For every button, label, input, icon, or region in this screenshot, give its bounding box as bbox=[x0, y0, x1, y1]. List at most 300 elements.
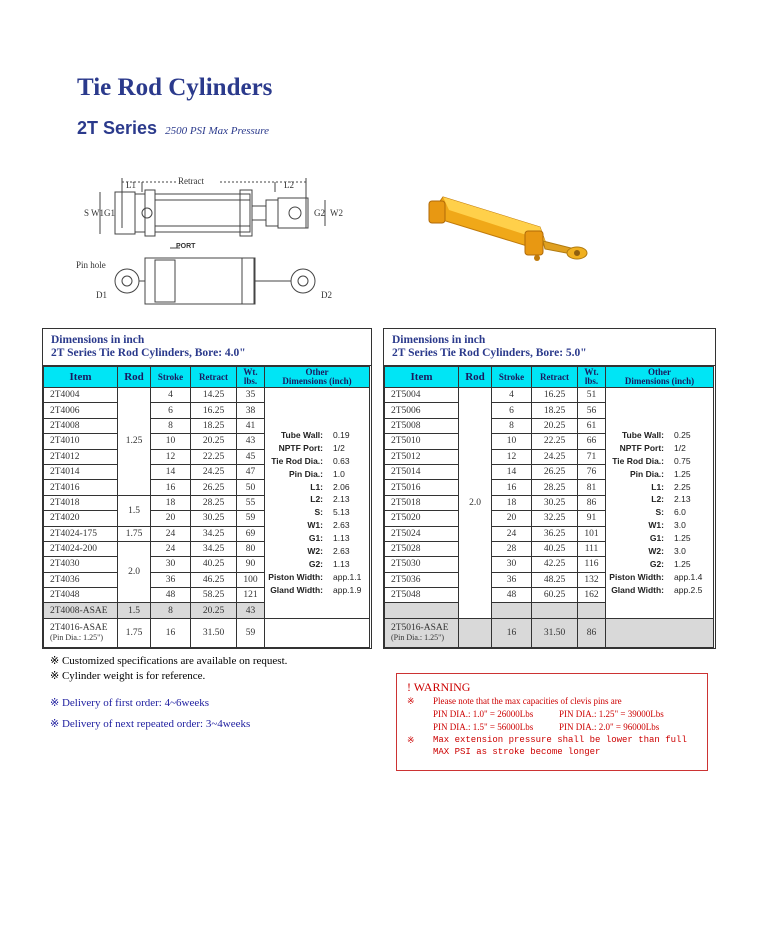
other-dimension-row bbox=[606, 429, 713, 442]
col-stroke: Stroke bbox=[492, 367, 532, 388]
weight-cell: 59 bbox=[237, 511, 265, 526]
retract-cell: 24.25 bbox=[191, 464, 237, 479]
stroke-cell: 6 bbox=[151, 403, 191, 418]
stroke-cell: 48 bbox=[151, 588, 191, 603]
other-dimension-value: 2.63 bbox=[333, 520, 350, 531]
item-pin-note: (Pin Dia.: 1.25") bbox=[50, 633, 104, 643]
weight-cell: 69 bbox=[237, 526, 265, 541]
item-cell bbox=[385, 557, 459, 572]
retract-cell: 20.25 bbox=[191, 603, 237, 618]
weight-cell: 91 bbox=[578, 511, 606, 526]
item-cell bbox=[385, 618, 459, 647]
warning-line-2: Max extension pressure shall be lower than full bbox=[433, 735, 687, 745]
weight-cell: 38 bbox=[237, 403, 265, 418]
retract-cell: 31.50 bbox=[532, 618, 578, 647]
weight-cell: 55 bbox=[237, 495, 265, 510]
weight-cell: 45 bbox=[237, 449, 265, 464]
col-item: Item bbox=[44, 367, 118, 388]
other-dimension-value: 5.13 bbox=[333, 507, 350, 518]
other-dimension-row bbox=[606, 558, 713, 571]
weight-cell: 162 bbox=[578, 588, 606, 603]
other-dimension-row bbox=[265, 506, 369, 519]
warning-pin-3: PIN DIA.: 1.5" = 56000Lbs bbox=[433, 722, 534, 732]
item-code: 2T4036 bbox=[50, 574, 80, 585]
other-dimension-value: 3.0 bbox=[674, 520, 686, 531]
retract-cell: 28.25 bbox=[191, 495, 237, 510]
other-dimension-key: W1: bbox=[648, 520, 664, 531]
item-code: 2T4010 bbox=[50, 436, 80, 447]
retract-label: Retract bbox=[178, 176, 204, 186]
other-dimension-key: W1: bbox=[307, 520, 323, 531]
other-dimension-row bbox=[606, 468, 713, 481]
other-dimension-value: 1.0 bbox=[333, 468, 345, 479]
item-cell bbox=[44, 618, 118, 647]
item-code: 2T4008 bbox=[50, 420, 80, 431]
other-dimension-value: 1/2 bbox=[674, 442, 686, 453]
series-subtitle: 2500 PSI Max Pressure bbox=[165, 125, 270, 137]
cylinder-product-photo bbox=[425, 183, 595, 268]
item-code: 2T5030 bbox=[391, 559, 421, 570]
item-cell bbox=[385, 388, 459, 403]
item-cell bbox=[44, 449, 118, 464]
weight-cell: 111 bbox=[578, 541, 606, 556]
stroke-cell: 16 bbox=[151, 480, 191, 495]
other-dimension-row bbox=[265, 429, 369, 442]
item-cell bbox=[44, 418, 118, 433]
item-code: 2T5004 bbox=[391, 390, 421, 401]
other-dimension-value: 2.25 bbox=[674, 481, 691, 492]
item-cell bbox=[44, 588, 118, 603]
retract-cell: 36.25 bbox=[532, 526, 578, 541]
rod-cell: 1.75 bbox=[118, 526, 151, 541]
note-weight: ※ Cylinder weight is for reference. bbox=[50, 670, 206, 682]
stroke-cell: 14 bbox=[492, 464, 532, 479]
item-cell bbox=[385, 403, 459, 418]
item-cell bbox=[385, 541, 459, 556]
warning-line-3: MAX PSI as stroke become longer bbox=[433, 747, 601, 757]
other-dimension-value: 2.13 bbox=[674, 494, 691, 505]
retract-cell: 16.25 bbox=[532, 388, 578, 403]
other-dimension-key: G2: bbox=[649, 558, 664, 569]
other-dimension-row bbox=[606, 442, 713, 455]
item-code: 2T4004 bbox=[50, 390, 80, 401]
weight-cell: 66 bbox=[578, 434, 606, 449]
stroke-cell: 8 bbox=[151, 603, 191, 618]
other-dimension-key: G1: bbox=[308, 533, 323, 544]
retract-cell: 31.50 bbox=[191, 618, 237, 647]
stroke-cell: 12 bbox=[492, 449, 532, 464]
item-code: 2T5014 bbox=[391, 467, 421, 478]
weight-cell: 71 bbox=[578, 449, 606, 464]
table-header-row bbox=[385, 367, 714, 388]
other-dimension-key: W2: bbox=[648, 546, 664, 557]
retract-cell: 34.25 bbox=[191, 526, 237, 541]
item-code: 2T5016 bbox=[391, 482, 421, 493]
l2-label: L2 bbox=[284, 180, 294, 190]
stroke-cell: 18 bbox=[151, 495, 191, 510]
stroke-cell: 18 bbox=[492, 495, 532, 510]
item-cell bbox=[44, 403, 118, 418]
col-other: Other Dimensions (inch) bbox=[606, 367, 714, 388]
other-dimension-key: S: bbox=[314, 507, 323, 518]
item-cell bbox=[385, 464, 459, 479]
other-dimensions-cell bbox=[265, 388, 370, 619]
stroke-cell: 24 bbox=[151, 526, 191, 541]
bore-4-table bbox=[43, 366, 370, 648]
retract-cell: 22.25 bbox=[191, 449, 237, 464]
stroke-cell: 6 bbox=[492, 403, 532, 418]
item-code: 2T5024 bbox=[391, 528, 421, 539]
other-dimension-row bbox=[606, 455, 713, 468]
item-code: 2T5028 bbox=[391, 544, 421, 555]
bore-4-table-body bbox=[44, 388, 370, 648]
weight-cell: 47 bbox=[237, 464, 265, 479]
item-code: 2T5020 bbox=[391, 513, 421, 524]
other-dimension-value: 2.13 bbox=[333, 494, 350, 505]
s-label: S bbox=[84, 208, 90, 218]
item-code: 2T5048 bbox=[391, 590, 421, 601]
bore-5-table-panel bbox=[383, 328, 716, 649]
item-cell bbox=[44, 434, 118, 449]
item-code: 2T4008-ASAE bbox=[50, 605, 108, 616]
item-code: 2T4024-175 bbox=[50, 528, 97, 539]
pin-hole-label: Pin hole bbox=[76, 260, 106, 270]
other-dimensions-cell bbox=[606, 388, 714, 619]
other-dimension-row bbox=[265, 532, 369, 545]
weight-cell: 50 bbox=[237, 480, 265, 495]
retract-cell: 26.25 bbox=[191, 480, 237, 495]
rod-cell: 1.5 bbox=[118, 603, 151, 618]
item-cell bbox=[44, 526, 118, 541]
item-cell bbox=[385, 495, 459, 510]
note-first-delivery: ※ Delivery of first order: 4~6weeks bbox=[50, 697, 210, 709]
retract-cell bbox=[532, 603, 578, 618]
col-stroke: Stroke bbox=[151, 367, 191, 388]
rod-cell: 1.25 bbox=[118, 388, 151, 496]
item-code: 2T4030 bbox=[50, 559, 80, 570]
stroke-cell: 10 bbox=[492, 434, 532, 449]
other-dimension-row bbox=[606, 481, 713, 494]
bore-5-table bbox=[384, 366, 714, 648]
retract-cell: 60.25 bbox=[532, 588, 578, 603]
weight-cell: 86 bbox=[578, 495, 606, 510]
stroke-cell: 8 bbox=[492, 418, 532, 433]
item-cell bbox=[385, 603, 459, 618]
item-cell bbox=[44, 388, 118, 403]
col-other: Other Dimensions (inch) bbox=[265, 367, 370, 388]
other-dimension-row bbox=[606, 493, 713, 506]
weight-cell: 101 bbox=[578, 526, 606, 541]
other-dimension-row bbox=[265, 455, 369, 468]
warning-mark-2: ※ bbox=[407, 735, 415, 745]
other-dimension-key: L2: bbox=[651, 494, 664, 505]
item-code: 2T5008 bbox=[391, 420, 421, 431]
other-dimension-row bbox=[265, 571, 369, 584]
weight-cell: 51 bbox=[578, 388, 606, 403]
bore-5-table-body bbox=[385, 388, 714, 648]
other-dimension-key: G2: bbox=[308, 558, 323, 569]
other-dimension-row bbox=[606, 532, 713, 545]
other-dimension-key: NPTF Port: bbox=[278, 442, 323, 453]
l1-label: L1 bbox=[126, 180, 136, 190]
warning-pin-2: PIN DIA.: 1.25" = 39000Lbs bbox=[559, 709, 664, 719]
rod-cell: 1.75 bbox=[118, 618, 151, 647]
item-cell bbox=[44, 511, 118, 526]
weight-cell: 121 bbox=[237, 588, 265, 603]
other-dimension-key: L1: bbox=[310, 481, 323, 492]
other-dimension-value: 6.0 bbox=[674, 507, 686, 518]
stroke-cell: 8 bbox=[151, 418, 191, 433]
retract-cell: 30.25 bbox=[532, 495, 578, 510]
table-header-row bbox=[44, 367, 370, 388]
weight-cell: 90 bbox=[237, 557, 265, 572]
warning-pin-4: PIN DIA.: 2.0" = 96000Lbs bbox=[559, 722, 660, 732]
weight-cell: 43 bbox=[237, 434, 265, 449]
retract-cell: 14.25 bbox=[191, 388, 237, 403]
other-dimension-value: 1.13 bbox=[333, 558, 350, 569]
other-dimension-value: app.1.1 bbox=[333, 571, 362, 582]
other-dimension-key: Tube Wall: bbox=[621, 430, 664, 440]
item-code: 2T4024-200 bbox=[50, 544, 97, 555]
retract-cell: 48.25 bbox=[532, 572, 578, 587]
g1-label: G1 bbox=[104, 208, 115, 218]
item-pin-note: (Pin Dia.: 1.25") bbox=[391, 633, 445, 643]
weight-cell: 43 bbox=[237, 603, 265, 618]
other-dimension-row bbox=[265, 584, 369, 597]
table-row bbox=[44, 388, 370, 403]
other-dimension-key: Pin Dia.: bbox=[629, 468, 664, 479]
series-name: 2T Series bbox=[77, 118, 158, 138]
rod-cell: 1.5 bbox=[118, 495, 151, 526]
other-dimension-value: 1.25 bbox=[674, 533, 691, 544]
item-code: 2T4016-ASAE bbox=[50, 623, 108, 634]
bore-4-table-panel bbox=[42, 328, 372, 649]
stroke-cell bbox=[492, 603, 532, 618]
stroke-cell: 36 bbox=[492, 572, 532, 587]
other-dimension-row bbox=[606, 506, 713, 519]
table-row bbox=[385, 388, 714, 403]
note-custom: ※ Customized specifications are available on request. bbox=[50, 655, 288, 667]
stroke-cell: 24 bbox=[492, 526, 532, 541]
stroke-cell: 4 bbox=[492, 388, 532, 403]
retract-cell: 40.25 bbox=[532, 541, 578, 556]
weight-cell: 41 bbox=[237, 418, 265, 433]
other-dimension-row bbox=[265, 468, 369, 481]
stroke-cell: 36 bbox=[151, 572, 191, 587]
warning-mark-1: ※ bbox=[407, 696, 415, 706]
retract-cell: 40.25 bbox=[191, 557, 237, 572]
table-row bbox=[44, 618, 370, 647]
col-rod: Rod bbox=[118, 367, 151, 388]
stroke-cell: 4 bbox=[151, 388, 191, 403]
stroke-cell: 16 bbox=[151, 618, 191, 647]
retract-cell: 22.25 bbox=[532, 434, 578, 449]
other-dimension-row bbox=[265, 493, 369, 506]
other-dimension-value: 1.13 bbox=[333, 533, 350, 544]
col-retract: Retract bbox=[532, 367, 578, 388]
item-code: 2T4006 bbox=[50, 405, 80, 416]
retract-cell: 24.25 bbox=[532, 449, 578, 464]
item-code: 2T4048 bbox=[50, 590, 80, 601]
col-weight: Wt. lbs. bbox=[237, 367, 265, 388]
other-dimension-value: 1.25 bbox=[674, 558, 691, 569]
other-dimension-key: S: bbox=[655, 507, 664, 518]
weight-cell: 86 bbox=[578, 618, 606, 647]
retract-cell: 18.25 bbox=[191, 418, 237, 433]
retract-cell: 46.25 bbox=[191, 572, 237, 587]
other-blank-cell bbox=[606, 618, 714, 647]
other-dimension-value: app.2.5 bbox=[674, 584, 703, 595]
other-dimensions-list bbox=[265, 429, 369, 597]
item-cell bbox=[385, 572, 459, 587]
other-dimensions-list bbox=[606, 429, 713, 597]
weight-cell: 132 bbox=[578, 572, 606, 587]
item-cell bbox=[44, 480, 118, 495]
retract-cell: 42.25 bbox=[532, 557, 578, 572]
note-repeat-delivery: ※ Delivery of next repeated order: 3~4weeks bbox=[50, 718, 251, 730]
stroke-cell: 24 bbox=[151, 541, 191, 556]
item-cell bbox=[44, 603, 118, 618]
other-dimension-key: Piston Width: bbox=[268, 571, 323, 582]
other-dimension-key: Piston Width: bbox=[609, 571, 664, 582]
other-dimension-key: NPTF Port: bbox=[619, 442, 664, 453]
item-code: 2T4014 bbox=[50, 467, 80, 478]
table-row bbox=[385, 618, 714, 647]
other-dimension-row bbox=[265, 545, 369, 558]
other-dimension-value: 3.0 bbox=[674, 546, 686, 557]
item-cell bbox=[385, 418, 459, 433]
col-weight: Wt. lbs. bbox=[578, 367, 606, 388]
weight-cell: 56 bbox=[578, 403, 606, 418]
weight-cell: 61 bbox=[578, 418, 606, 433]
port-label: PORT bbox=[176, 243, 196, 250]
other-dimension-row bbox=[265, 481, 369, 494]
weight-cell: 59 bbox=[237, 618, 265, 647]
other-dimension-row bbox=[606, 519, 713, 532]
other-dimension-key: L1: bbox=[651, 481, 664, 492]
retract-cell: 32.25 bbox=[532, 511, 578, 526]
other-dimension-value: app.1.4 bbox=[674, 571, 703, 582]
retract-cell: 20.25 bbox=[532, 418, 578, 433]
stroke-cell: 12 bbox=[151, 449, 191, 464]
weight-cell bbox=[578, 603, 606, 618]
item-cell bbox=[385, 588, 459, 603]
item-code: 2T4020 bbox=[50, 513, 80, 524]
item-code: 2T5018 bbox=[391, 497, 421, 508]
item-cell bbox=[385, 526, 459, 541]
stroke-cell: 16 bbox=[492, 480, 532, 495]
item-cell bbox=[385, 434, 459, 449]
other-dimension-value: app.1.9 bbox=[333, 584, 362, 595]
item-code: 2T5016-ASAE bbox=[391, 623, 449, 634]
weight-cell: 76 bbox=[578, 464, 606, 479]
bore-4-table-heading: Dimensions in inch 2T Series Tie Rod Cylinders, Bore: 4.0" bbox=[43, 329, 371, 366]
other-dimension-key: Tie Rod Dia.: bbox=[271, 455, 323, 466]
col-rod: Rod bbox=[459, 367, 492, 388]
other-blank-cell bbox=[265, 618, 370, 647]
retract-cell: 34.25 bbox=[191, 541, 237, 556]
stroke-cell: 28 bbox=[492, 541, 532, 556]
item-code: 2T4012 bbox=[50, 451, 80, 462]
stroke-cell: 30 bbox=[151, 557, 191, 572]
other-dimension-value: 0.75 bbox=[674, 455, 691, 466]
other-dimension-key: G1: bbox=[649, 533, 664, 544]
other-dimension-value: 0.19 bbox=[333, 430, 350, 440]
item-code: 2T4018 bbox=[50, 497, 80, 508]
w2-label: W2 bbox=[330, 208, 343, 218]
stroke-cell: 10 bbox=[151, 434, 191, 449]
item-cell bbox=[44, 557, 118, 572]
other-dimension-key: L2: bbox=[310, 494, 323, 505]
warning-line-1: Please note that the max capacities of clevis pins are bbox=[433, 696, 622, 706]
stroke-cell: 20 bbox=[492, 511, 532, 526]
page-title: Tie Rod Cylinders bbox=[77, 74, 273, 101]
stroke-cell: 20 bbox=[151, 511, 191, 526]
warning-pin-1: PIN DIA.: 1.0" = 26000Lbs bbox=[433, 709, 534, 719]
d1-label: D1 bbox=[96, 290, 107, 300]
other-dimension-value: 1/2 bbox=[333, 442, 345, 453]
stroke-cell: 48 bbox=[492, 588, 532, 603]
weight-cell: 35 bbox=[237, 388, 265, 403]
item-code: 2T5036 bbox=[391, 574, 421, 585]
retract-cell: 58.25 bbox=[191, 588, 237, 603]
g2-label: G2 bbox=[314, 208, 325, 218]
item-cell bbox=[44, 464, 118, 479]
item-code: 2T5012 bbox=[391, 451, 421, 462]
other-dimension-row bbox=[606, 571, 713, 584]
other-dimension-key: Tie Rod Dia.: bbox=[612, 455, 664, 466]
other-dimension-key: Tube Wall: bbox=[280, 430, 323, 440]
rod-cell bbox=[459, 618, 492, 647]
stroke-cell: 16 bbox=[492, 618, 532, 647]
stroke-cell: 14 bbox=[151, 464, 191, 479]
retract-cell: 18.25 bbox=[532, 403, 578, 418]
other-dimension-value: 2.63 bbox=[333, 546, 350, 557]
other-dimension-row bbox=[265, 558, 369, 571]
other-dimension-value: 0.63 bbox=[333, 455, 350, 466]
retract-cell: 28.25 bbox=[532, 480, 578, 495]
weight-cell: 116 bbox=[578, 557, 606, 572]
item-cell bbox=[385, 480, 459, 495]
retract-cell: 30.25 bbox=[191, 511, 237, 526]
warning-box bbox=[396, 673, 708, 771]
warning-title: ! WARNING bbox=[407, 680, 471, 694]
w1-label: W1 bbox=[91, 208, 104, 218]
notes bbox=[50, 654, 287, 732]
rod-cell: 2.0 bbox=[459, 388, 492, 619]
cylinder-dimension-drawing bbox=[70, 168, 370, 318]
item-cell bbox=[44, 495, 118, 510]
bore-5-table-heading: Dimensions in inch 2T Series Tie Rod Cylinders, Bore: 5.0" bbox=[384, 329, 715, 366]
other-dimension-value: 0.25 bbox=[674, 430, 691, 440]
item-cell bbox=[385, 449, 459, 464]
item-cell bbox=[385, 511, 459, 526]
item-cell bbox=[44, 572, 118, 587]
other-dimension-key: Pin Dia.: bbox=[288, 468, 323, 479]
other-dimension-value: 1.25 bbox=[674, 468, 691, 479]
other-dimension-key: Gland Width: bbox=[611, 584, 664, 595]
d2-label: D2 bbox=[321, 290, 332, 300]
other-dimension-row bbox=[265, 442, 369, 455]
other-dimension-row bbox=[606, 584, 713, 597]
retract-cell: 16.25 bbox=[191, 403, 237, 418]
other-dimension-row bbox=[606, 545, 713, 558]
stroke-cell: 30 bbox=[492, 557, 532, 572]
item-code: 2T5006 bbox=[391, 405, 421, 416]
col-retract: Retract bbox=[191, 367, 237, 388]
weight-cell: 81 bbox=[578, 480, 606, 495]
other-dimension-key: Gland Width: bbox=[270, 584, 323, 595]
